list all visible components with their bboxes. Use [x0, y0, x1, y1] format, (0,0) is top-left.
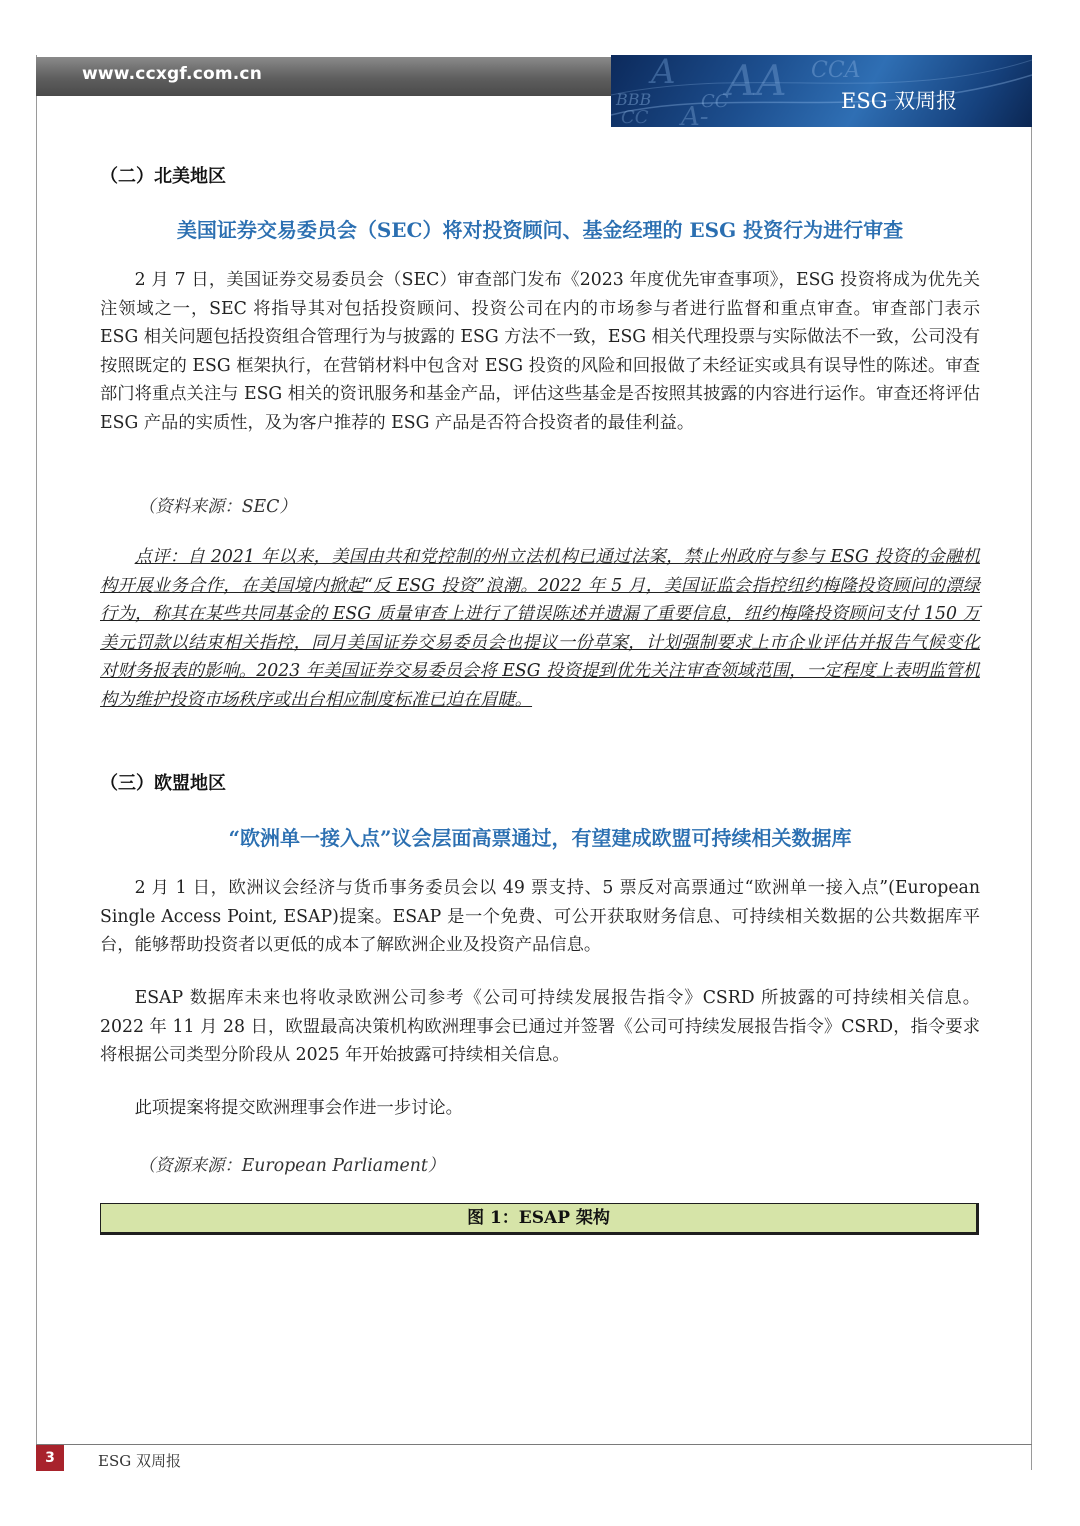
banner-decoration: [611, 55, 1032, 127]
footer-line: [36, 1444, 1032, 1445]
banner-deco-4: BBB: [616, 90, 652, 109]
paragraph-esap-2: ESAP 数据库未来也将收录欧洲公司参考《公司可持续发展报告指令》CSRD 所披露的可持续相关信息。2022 年 11 月 28 日，欧盟最高决策机构欧洲理事会已通过并签署《公司可持续发展报告指令》CSRD，指令要求将根据公司类型分阶段从 2025 年开始披露可持续相关信息。: [100, 988, 980, 1065]
header-url: www.ccxgf.com.cn: [82, 64, 263, 84]
source-sec: （资料来源：SEC）: [138, 497, 297, 517]
paragraph-esap-3: 此项提案将提交欧洲理事会作进一步讨论。: [134, 1098, 463, 1118]
source-eu: （资源来源：European Parliament）: [138, 1156, 446, 1176]
header-title: ESG 双周报: [841, 89, 958, 113]
banner-deco-5: CC: [701, 91, 729, 112]
banner-deco-3: CCA: [811, 58, 861, 83]
page-number: 3: [36, 1445, 64, 1471]
banner-deco-7: A-: [681, 102, 709, 127]
figure-caption: 图 1：ESAP 架构: [467, 1208, 610, 1228]
paragraph-esap-1: 2 月 1 日，欧洲议会经济与货币事务委员会以 49 票支持、5 票反对高票通过“欧洲单一接入点”(European Single Access Point, ESAP)提案。ESAP 是一个免费、可公开获取财务信息、可持续相关数据的公共数据库平台，能够帮助投资者以更低的成本了解欧洲企业及投资产品信息。: [100, 878, 980, 955]
section-heading-eu: （三）欧盟地区: [100, 773, 226, 794]
figure-caption-box: [100, 1203, 979, 1235]
banner-deco-2: AA: [726, 56, 787, 105]
article-title-sec: 美国证券交易委员会（SEC）将对投资顾问、基金经理的 ESG 投资行为进行审查: [176, 218, 904, 242]
banner-deco-6: CC: [621, 107, 649, 127]
paragraph-sec: 2 月 7 日，美国证券交易委员会（SEC）审查部门发布《2023 年度优先审查事项》，ESG 投资将成为优先关注领域之一，SEC 将指导其对包括投资顾问、投资公司在内的市场参与者进行监督和重点审查。审查部门表示 ESG 相关问题包括投资组合管理行为与披露的 ESG 方法不一致，ESG 相关代理投票与实际做法不一致，公司没有按照既定的 ESG 框架执行，在营销材料中包含对 ESG 投资的风险和回报做了未经证实或具有误导性的陈述。审查部门将重点关注与 ESG 相关的资讯服务和基金产品，评估这些基金是否按照其披露的内容进行运作。审查还将评估 ESG 产品的实质性，及为客户推荐的 ESG 产品是否符合投资者的最佳利益。: [100, 270, 980, 433]
banner-deco-1: A: [651, 55, 676, 92]
header-banner: [611, 55, 1032, 127]
comment-sec: 点评：自 2021 年以来，美国由共和党控制的州立法机构已通过法案，禁止州政府与参与 ESG 投资的金融机构开展业务合作，在美国境内掀起“反 ESG 投资”浪潮。2022 年 5 月，美国证监会指控纽约梅隆投资顾问的漂绿行为，称其在某些共同基金的 ESG 质量审查上进行了错误陈述并遗漏了重要信息，纽约梅隆投资顾问支付 150 万美元罚款以结束相关指控，同月美国证券交易委员会也提议一份草案，计划强制要求上市企业评估并报告气候变化对财务报表的影响。2023 年美国证券交易委员会将 ESG 投资提到优先关注审查领域范围，一定程度上表明监管机构为维护投资市场秩序或出台相应制度标准已迫在眉睫。: [100, 547, 980, 710]
section-heading-north-america: （二）北美地区: [100, 166, 226, 187]
article-title-esap: “欧洲单一接入点”议会层面高票通过，有望建成欧盟可持续相关数据库: [228, 826, 852, 850]
footer-title: ESG 双周报: [98, 1452, 181, 1470]
